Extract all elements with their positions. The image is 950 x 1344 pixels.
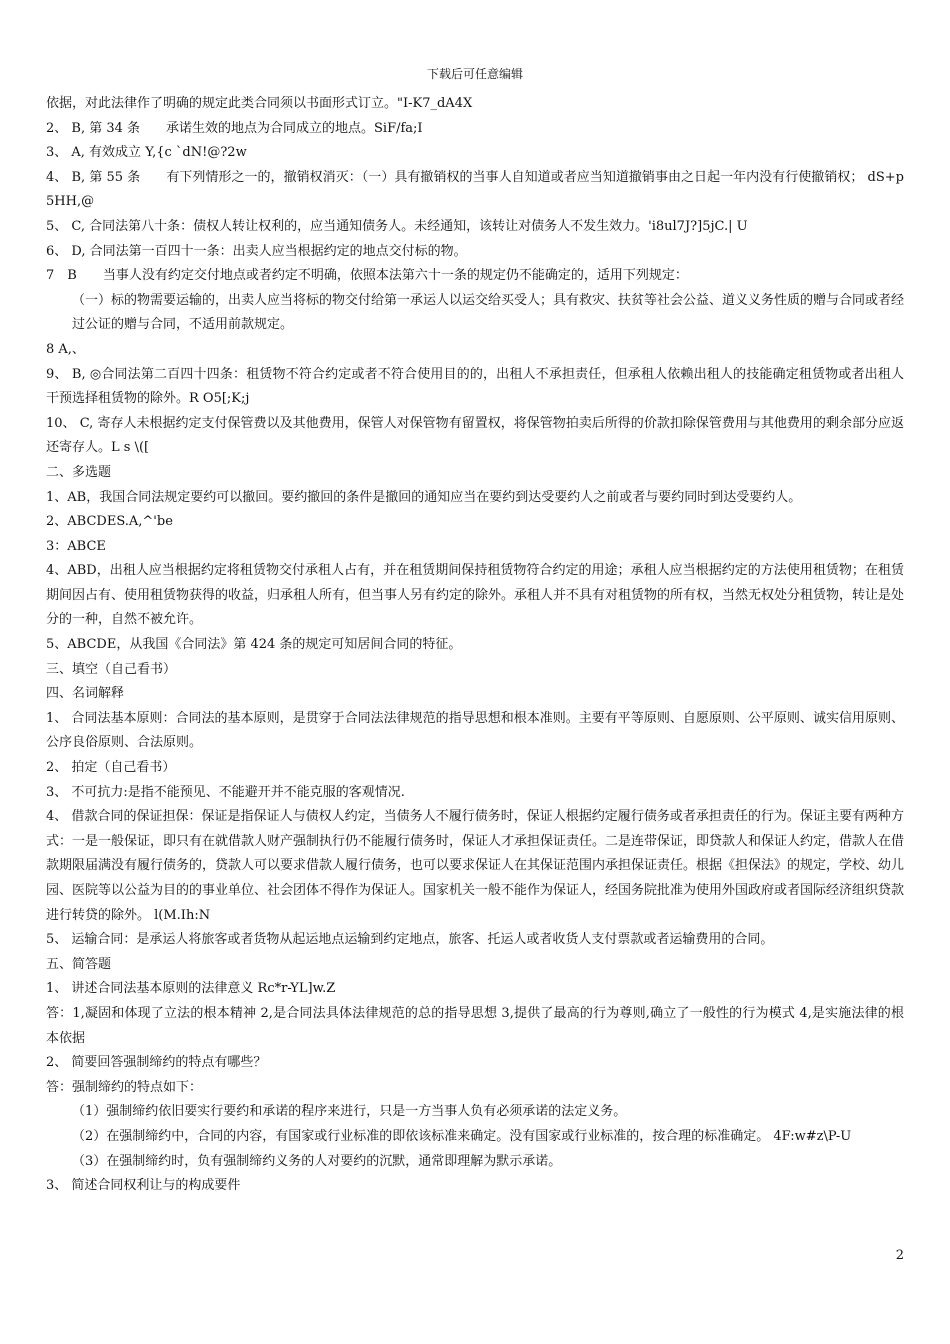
text-line: 2、 B, 第 34 条 承诺生效的地点为合同成立的地点。SiF/fa;I: [46, 120, 423, 136]
text-line: 5、 运输合同：是承运人将旅客或者货物从起运地点运输到约定地点，旅客、托运人或者收货人支付票款或者运输费用的合同。: [46, 932, 774, 948]
text-line: （一）标的物需要运输的，出卖人应当将标的物交付给第一承运人以运交给买受人；具有救灾、扶贫等社会公益、道义义务性质的赠与合同或者经过公证的赠与合同，不适用前款规定。: [72, 292, 905, 333]
text-line: （1）强制缔约依旧要实行要约和承诺的程序来进行，只是一方当事人负有必须承诺的法定义务。: [72, 1104, 627, 1120]
text-line: 8 A,、: [46, 341, 85, 357]
text-line: 4、 B, 第 55 条 有下列情形之一的，撤销权消灭：（一）具有撤销权的当事人自知道或者应当知道撤销事由之日起一年内没有行使撤销权； dS+p5HH,@: [46, 169, 904, 210]
section-heading: 三、填空（自己看书）: [46, 661, 177, 677]
text-line: 1、 讲述合同法基本原则的法律意义 Rc*r-YL]w.Z: [46, 981, 336, 997]
page-header: 下载后可任意编辑: [426, 67, 523, 81]
text-line: 2、 拍定（自己看书）: [46, 760, 176, 776]
text-line: 9、 B, ◎合同法第二百四十四条：租赁物不符合约定或者不符合使用目的的，出租人不承担责任，但承租人依赖出租人的技能确定租赁物或者出租人干预选择租赁物的除外。R O5[;K;j: [46, 366, 904, 407]
text-line: 依据，对此法律作了明确的规定此类合同须以书面形式订立。"I-K7_dA4X: [46, 96, 473, 111]
document-body: [46, 92, 904, 1199]
text-line: 1、AB，我国合同法规定要约可以撤回。要约撤回的条件是撤回的通知应当在要约到达受要约人之前或者与要约同时到达受要约人。: [46, 489, 802, 505]
page-number: 2: [895, 1248, 904, 1263]
section-heading: 五、简答题: [46, 956, 112, 972]
section-heading: 二、多选题: [46, 464, 112, 480]
text-line: （3）在强制缔约时，负有强制缔约义务的人对要约的沉默，通常即理解为默示承诺。: [72, 1153, 562, 1169]
text-line: 4、ABD，出租人应当根据约定将租赁物交付承租人占有，并在租赁期间保持租赁物符合约定的用途；承租人应当根据约定的方法使用租赁物；在租赁期间因占有、使用租赁物获得的收益，归承租人所有，但当事人另有约定的除外。承租人并不具有对租赁物的所有权，当然无权处分租赁物，转让是处分的一种，自然不被允许。: [46, 563, 905, 628]
text-line: 1、 合同法基本原则：合同法的基本原则，是贯穿于合同法法律规范的指导思想和根本准则。主要有平等原则、自愿原则、公平原则、诚实信用原则、公序良俗原则、合法原则。: [46, 710, 904, 751]
text-line: 3：ABCE: [46, 538, 106, 554]
text-line: （2）在强制缔约中，合同的内容，有国家或行业标准的即依该标准来确定。没有国家或行业标准的，按合理的标准确定。 4F:w#z\P-U: [72, 1128, 852, 1144]
text-line: 3、 简述合同权利让与的构成要件: [46, 1178, 241, 1194]
text-line: 3、 A, 有效成立 Y,{c `dN!@?2w: [46, 145, 247, 161]
text-line: 7 B 当事人没有约定交付地点或者约定不明确，依照本法第六十一条的规定仍不能确定的，适用下列规定：: [46, 268, 688, 284]
text-line: 10、 C, 寄存人未根据约定支付保管费以及其他费用，保管人对保管物有留置权，将保管物拍卖后所得的价款扣除保管费用与其他费用的剩余部分应返还寄存人。L s \([: [46, 415, 904, 456]
text-line: 5、 C, 合同法第八十条：债权人转让权利的，应当通知债务人。未经通知，该转让对债务人不发生效力。'i8ul7J?]5jC.| U: [46, 218, 748, 234]
text-line: 2、ABCDES.A,^'be: [46, 514, 173, 530]
text-line: 2、 简要回答强制缔约的特点有哪些？: [46, 1055, 267, 1071]
text-line: 5、ABCDE，从我国《合同法》第 424 条的规定可知居间合同的特征。: [46, 637, 462, 653]
text-line: 答：1,凝固和体现了立法的根本精神 2,是合同法具体法律规范的总的指导思想 3,提供了最高的行为尊则,确立了一般性的行为模式 4,是实施法律的根本依据: [46, 1005, 904, 1046]
text-line: 3、 不可抗力:是指不能预见、不能避开并不能克服的客观情况.: [46, 784, 405, 800]
text-line: 4、 借款合同的保证担保：保证是指保证人与债权人约定，当债务人不履行债务时，保证人根据约定履行债务或者承担责任的行为。保证主要有两种方式：一是一般保证，即只有在就借款人财产强制执行仍不能履行债务时，保证人才承担保证责任。二是连带保证，即贷款人和保证人约定，借款人在借款期限届满没有履行债务的，贷款人可以要求借款人履行债务，也可以要求保证人在其保证范围内承担保证责任。根据《担保法》的规定，学校、幼儿园、医院等以公益为目的的事业单位、社会团体不得作为保证人。国家机关一般不能作为保证人，经国务院批准为使用外国政府或者国际经济组织贷款进行转贷的除外。 l(M.Ih:N: [46, 809, 905, 923]
section-heading: 四、名词解释: [46, 686, 125, 702]
text-line: 答：强制缔约的特点如下：: [46, 1079, 203, 1095]
text-line: 6、 D, 合同法第一百四十一条：出卖人应当根据约定的地点交付标的物。: [46, 243, 467, 259]
